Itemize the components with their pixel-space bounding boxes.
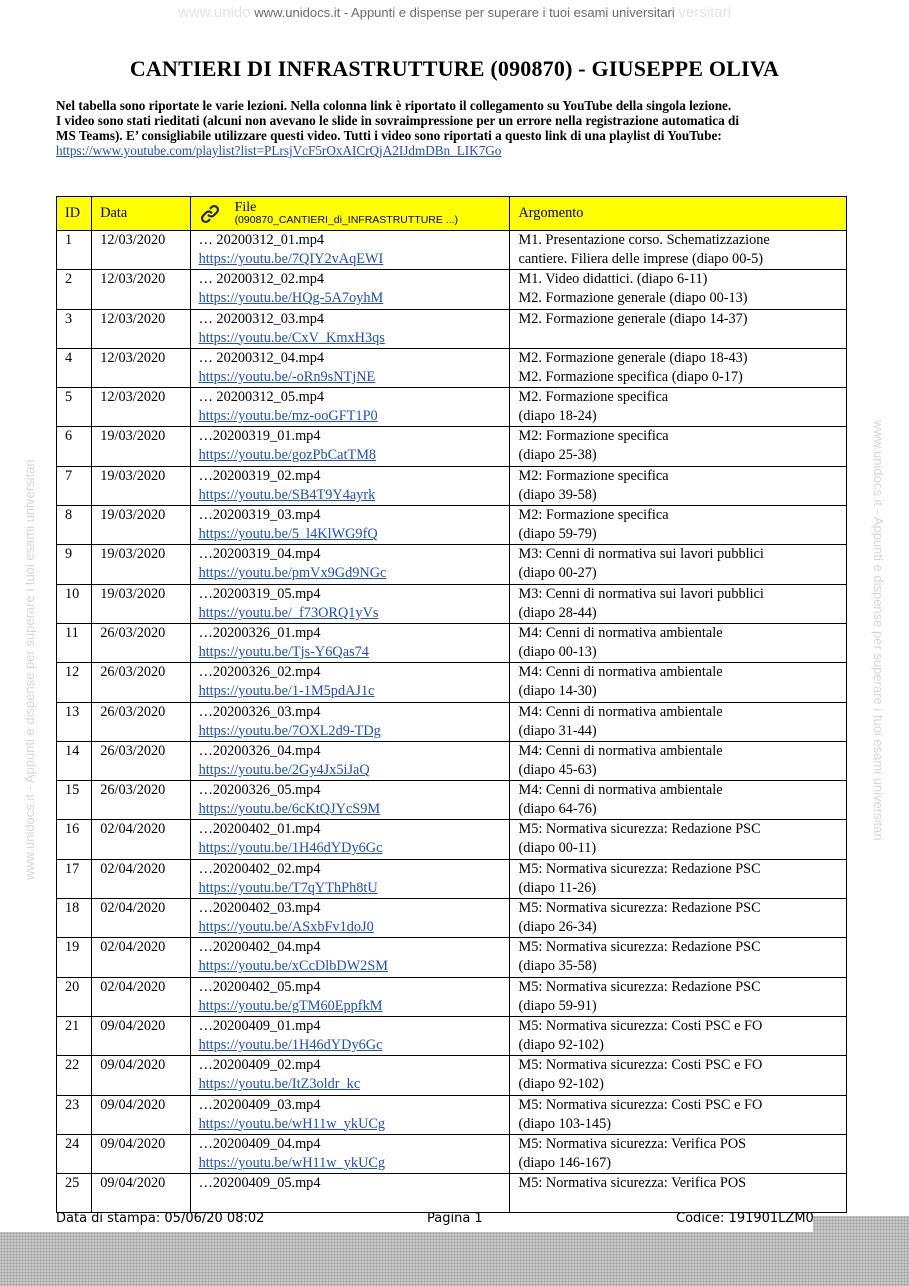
topic-line-2: (diapo 39-58) xyxy=(518,486,597,503)
table-row xyxy=(57,584,847,623)
footer-print-date: Data di stampa: 05/06/20 08:02 xyxy=(56,1211,265,1226)
cell-topic xyxy=(510,348,847,387)
topic-line-1: M2: Formazione specifica xyxy=(518,467,669,484)
table-body xyxy=(57,231,847,1213)
table-row xyxy=(57,270,847,309)
youtube-link[interactable]: https://youtu.be/6cKtQJYcS9M xyxy=(198,801,381,818)
topic-line-1: M2. Formazione specifica xyxy=(518,389,669,406)
cell-date: 19/03/2020 xyxy=(92,466,190,505)
youtube-link[interactable]: https://youtu.be/gTM60EppfkM xyxy=(198,997,383,1014)
file-name: …20200402_04.mp4 xyxy=(198,939,321,956)
intro-line-1: Nel tabella sono riportate le varie lezioni. Nella colonna link è riportato il collegamento su YouTube della singola lezione. xyxy=(56,98,732,113)
youtube-link[interactable]: https://youtu.be/2Gy4Jx5iJaQ xyxy=(198,761,370,778)
footer-page-number: Pagina 1 xyxy=(427,1211,483,1226)
topic-line-1: M5: Normativa sicurezza: Redazione PSC xyxy=(518,821,761,838)
topic-line-1: M5: Normativa sicurezza: Costi PSC e FO xyxy=(518,1096,763,1113)
topic-line-2: (diapo 00-13) xyxy=(518,643,597,660)
table-row xyxy=(57,348,847,387)
watermark-ghost-left: www.unido xyxy=(178,4,251,21)
youtube-link[interactable]: https://youtu.be/ASxbFv1doJ0 xyxy=(198,919,374,936)
cell-topic xyxy=(510,388,847,427)
table-row xyxy=(57,506,847,545)
youtube-link[interactable]: https://youtu.be/_f73ORQ1yVs xyxy=(198,604,379,621)
cell-file xyxy=(190,1134,510,1173)
cell-date: 26/03/2020 xyxy=(92,623,190,662)
cell-topic xyxy=(510,1174,847,1213)
cell-date: 19/03/2020 xyxy=(92,545,190,584)
youtube-link[interactable]: https://youtu.be/HQg-5A7oyhM xyxy=(198,290,384,307)
cell-date: 02/04/2020 xyxy=(92,899,190,938)
topic-line-1: M5: Normativa sicurezza: Redazione PSC xyxy=(518,860,761,877)
cell-file xyxy=(190,702,510,741)
cell-file xyxy=(190,899,510,938)
cell-file xyxy=(190,466,510,505)
cell-topic xyxy=(510,545,847,584)
cell-date: 19/03/2020 xyxy=(92,506,190,545)
file-name: …20200319_04.mp4 xyxy=(198,546,321,563)
topic-line-2: (diapo 59-91) xyxy=(518,997,597,1014)
cell-topic xyxy=(510,1095,847,1134)
cell-topic xyxy=(510,506,847,545)
cell-id: 10 xyxy=(57,584,92,623)
cell-file xyxy=(190,427,510,466)
scan-noise-band xyxy=(0,1232,909,1286)
playlist-link[interactable]: https://www.youtube.com/playlist?list=PLrsjVcF5rOxAICrQjA2IJdmDBn_LIK7Go xyxy=(56,143,502,158)
cell-topic xyxy=(510,781,847,820)
cell-topic xyxy=(510,231,847,270)
topic-line-2: (diapo 35-58) xyxy=(518,958,597,975)
cell-file xyxy=(190,388,510,427)
file-name: …20200409_01.mp4 xyxy=(198,1017,321,1034)
table-row xyxy=(57,977,847,1016)
cell-date: 26/03/2020 xyxy=(92,781,190,820)
file-name: …20200402_02.mp4 xyxy=(198,860,321,877)
topic-line-1: M1. Video didattici. (diapo 6-11) xyxy=(518,271,708,288)
cell-id: 15 xyxy=(57,781,92,820)
cell-date: 02/04/2020 xyxy=(92,977,190,1016)
youtube-link[interactable]: https://youtu.be/-oRn9sNTjNE xyxy=(198,368,376,385)
file-name: … 20200312_05.mp4 xyxy=(198,389,325,406)
topic-line-1: M3: Cenni di normativa sui lavori pubblici xyxy=(518,546,764,563)
topic-line-1: M5: Normativa sicurezza: Costi PSC e FO xyxy=(518,1017,763,1034)
table-row xyxy=(57,938,847,977)
topic-line-2: (diapo 103-145) xyxy=(518,1115,611,1132)
youtube-link[interactable]: https://youtu.be/xCcDlbDW2SM xyxy=(198,958,388,975)
cell-date: 02/04/2020 xyxy=(92,859,190,898)
cell-id: 22 xyxy=(57,1056,92,1095)
file-name: …20200326_05.mp4 xyxy=(198,782,321,799)
topic-line-2: (diapo 00-11) xyxy=(518,840,597,857)
youtube-link[interactable]: https://youtu.be/mz-ooGFT1P0 xyxy=(198,408,378,425)
cell-file xyxy=(190,584,510,623)
topic-line-1: M5: Normativa sicurezza: Redazione PSC xyxy=(518,978,761,995)
cell-file xyxy=(190,1016,510,1055)
intro-paragraph xyxy=(56,98,856,158)
table-row xyxy=(57,1095,847,1134)
cell-id: 5 xyxy=(57,388,92,427)
topic-line-2: (diapo 25-38) xyxy=(518,447,597,464)
cell-id: 3 xyxy=(57,309,92,348)
cell-id: 25 xyxy=(57,1174,92,1213)
cell-topic xyxy=(510,820,847,859)
topic-line-1: M5: Normativa sicurezza: Verifica POS xyxy=(518,1175,747,1192)
header-file-title: File xyxy=(234,199,257,215)
side-watermark-right: www.unidocs.it - Appunti e dispense per superare i tuoi esami universitari xyxy=(871,420,886,841)
youtube-link[interactable]: https://youtu.be/1-1M5pdAJ1c xyxy=(198,683,375,700)
table-row xyxy=(57,1174,847,1213)
cell-date: 26/03/2020 xyxy=(92,741,190,780)
file-name: …20200319_02.mp4 xyxy=(198,467,321,484)
cell-id: 12 xyxy=(57,663,92,702)
cell-date: 12/03/2020 xyxy=(92,231,190,270)
youtube-link[interactable]: https://youtu.be/gozPbCatTM8 xyxy=(198,447,377,464)
watermark-top-text: www.unidocs.it - Appunti e dispense per superare i tuoi esami universitari xyxy=(254,5,675,20)
topic-line-2: (diapo 18-24) xyxy=(518,408,597,425)
cell-id: 16 xyxy=(57,820,92,859)
table-row xyxy=(57,859,847,898)
scan-noise-corner xyxy=(813,1216,909,1232)
table-row xyxy=(57,1134,847,1173)
topic-line-2: (diapo 92-102) xyxy=(518,1076,604,1093)
cell-topic xyxy=(510,427,847,466)
youtube-link[interactable]: https://youtu.be/T7qYThPh8tU xyxy=(198,879,378,896)
topic-line-2: (diapo 59-79) xyxy=(518,526,597,543)
topic-line-2: M2. Formazione specifica (diapo 0-17) xyxy=(518,368,743,385)
cell-id: 18 xyxy=(57,899,92,938)
file-name: …20200409_03.mp4 xyxy=(198,1096,321,1113)
topic-line-2: cantiere. Filiera delle imprese (diapo 00-5) xyxy=(518,251,764,267)
cell-id: 20 xyxy=(57,977,92,1016)
cell-topic xyxy=(510,1016,847,1055)
cell-id: 23 xyxy=(57,1095,92,1134)
topic-line-2: (diapo 146-167) xyxy=(518,1154,611,1171)
youtube-link[interactable]: https://youtu.be/wH11w_ykUCg xyxy=(198,1115,386,1132)
table-row xyxy=(57,309,847,348)
table-row xyxy=(57,702,847,741)
file-name: …20200402_01.mp4 xyxy=(198,821,321,838)
cell-file xyxy=(190,663,510,702)
header-date: Data xyxy=(92,197,190,231)
youtube-link[interactable]: https://youtu.be/SB4T9Y4ayrk xyxy=(198,486,376,503)
topic-line-1: M4: Cenni di normativa ambientale xyxy=(518,664,723,681)
cell-date: 12/03/2020 xyxy=(92,270,190,309)
youtube-link[interactable]: https://youtu.be/1H46dYDy6Gc xyxy=(198,840,383,857)
lessons-table xyxy=(56,196,847,1213)
topic-line-2: (diapo 31-44) xyxy=(518,722,597,739)
table-row xyxy=(57,1056,847,1095)
file-name: …20200409_05.mp4 xyxy=(198,1175,321,1192)
cell-id: 21 xyxy=(57,1016,92,1055)
topic-line-2: (diapo 11-26) xyxy=(518,879,597,896)
cell-id: 2 xyxy=(57,270,92,309)
cell-topic xyxy=(510,466,847,505)
cell-date: 12/03/2020 xyxy=(92,388,190,427)
cell-topic xyxy=(510,899,847,938)
topic-line-1: M5: Normativa sicurezza: Verifica POS xyxy=(518,1135,747,1152)
cell-date: 26/03/2020 xyxy=(92,663,190,702)
cell-date: 19/03/2020 xyxy=(92,427,190,466)
file-name: …20200319_05.mp4 xyxy=(198,585,321,602)
watermark-ghost-right: versitari xyxy=(678,4,731,21)
top-watermark xyxy=(0,4,909,21)
youtube-link[interactable]: https://youtu.be/wH11w_ykUCg xyxy=(198,1154,386,1171)
header-file-subtitle: (090870_CANTIERI_di_INFRASTRUTTURE ...) xyxy=(234,213,459,226)
cell-topic xyxy=(510,741,847,780)
cell-topic xyxy=(510,702,847,741)
cell-file xyxy=(190,348,510,387)
cell-date: 02/04/2020 xyxy=(92,820,190,859)
table-row xyxy=(57,663,847,702)
cell-file xyxy=(190,309,510,348)
youtube-link[interactable]: https://youtu.be/5_l4KlWG9fQ xyxy=(198,526,378,543)
cell-id: 9 xyxy=(57,545,92,584)
table-row xyxy=(57,231,847,270)
cell-file xyxy=(190,623,510,662)
cell-id: 13 xyxy=(57,702,92,741)
cell-id: 6 xyxy=(57,427,92,466)
link-icon xyxy=(199,203,221,225)
topic-line-2: M2. Formazione generale (diapo 00-13) xyxy=(518,290,748,307)
topic-line-1: M4: Cenni di normativa ambientale xyxy=(518,782,723,799)
table-row xyxy=(57,820,847,859)
cell-file xyxy=(190,820,510,859)
topic-line-1: M2: Formazione specifica xyxy=(518,507,669,524)
youtube-link[interactable]: https://youtu.be/Tjs-Y6Qas74 xyxy=(198,643,369,660)
table-row xyxy=(57,781,847,820)
cell-date: 26/03/2020 xyxy=(92,702,190,741)
cell-topic xyxy=(510,309,847,348)
cell-date: 19/03/2020 xyxy=(92,584,190,623)
cell-date: 09/04/2020 xyxy=(92,1134,190,1173)
cell-file xyxy=(190,1095,510,1134)
topic-line-2: (diapo 00-27) xyxy=(518,565,597,582)
intro-line-3: MS Teams). E’ consigliabile utilizzare questi video. Tutti i video sono riportati a questo link di una playlist di YouTube: xyxy=(56,128,722,143)
cell-file xyxy=(190,545,510,584)
file-name: …20200402_03.mp4 xyxy=(198,900,321,917)
cell-date: 02/04/2020 xyxy=(92,938,190,977)
table-row xyxy=(57,899,847,938)
cell-date: 12/03/2020 xyxy=(92,309,190,348)
topic-line-1: M2. Formazione generale (diapo 18-43) xyxy=(518,349,748,366)
file-name: …20200409_02.mp4 xyxy=(198,1057,321,1074)
table-header-row xyxy=(57,197,847,231)
cell-file xyxy=(190,781,510,820)
topic-line-1: M4: Cenni di normativa ambientale xyxy=(518,703,723,720)
header-file xyxy=(190,197,510,231)
header-topic: Argomento xyxy=(510,197,847,231)
cell-id: 24 xyxy=(57,1134,92,1173)
topic-line-2: (diapo 28-44) xyxy=(518,604,597,621)
topic-line-1: M2: Formazione specifica xyxy=(518,428,669,445)
file-name: …20200326_04.mp4 xyxy=(198,742,321,759)
youtube-link[interactable]: https://youtu.be/ItZ3oldr_kc xyxy=(198,1076,361,1093)
intro-line-2: I video sono stati rieditati (alcuni non avevano le slide in sovraimpressione per un errore nella registrazione automatica di xyxy=(56,113,740,128)
cell-file xyxy=(190,1174,510,1213)
table-row xyxy=(57,1016,847,1055)
file-name: …20200402_05.mp4 xyxy=(198,978,321,995)
cell-topic xyxy=(510,584,847,623)
file-name: …20200326_02.mp4 xyxy=(198,664,321,681)
cell-topic xyxy=(510,270,847,309)
document-title: CANTIERI DI INFRASTRUTTURE (090870) - GIUSEPPE OLIVA xyxy=(129,56,780,81)
topic-line-1: M5: Normativa sicurezza: Costi PSC e FO xyxy=(518,1057,763,1074)
topic-line-2: (diapo 26-34) xyxy=(518,919,597,936)
file-name: …20200409_04.mp4 xyxy=(198,1135,321,1152)
footer-code: Codice: 191901LZM0 xyxy=(676,1211,814,1226)
file-name: … 20200312_02.mp4 xyxy=(198,271,325,288)
cell-id: 4 xyxy=(57,348,92,387)
cell-file xyxy=(190,270,510,309)
topic-line-2: (diapo 45-63) xyxy=(518,761,597,778)
topic-line-2: (diapo 14-30) xyxy=(518,683,597,700)
cell-date: 09/04/2020 xyxy=(92,1095,190,1134)
side-watermark-left: www.unidocs.it - Appunti e dispense per superare i tuoi esami universitari xyxy=(22,459,37,880)
cell-topic xyxy=(510,977,847,1016)
table-row xyxy=(57,545,847,584)
cell-id: 11 xyxy=(57,623,92,662)
topic-line-1: M1. Presentazione corso. Schematizzazione xyxy=(518,232,770,248)
cell-file xyxy=(190,977,510,1016)
topic-line-2: (diapo 64-76) xyxy=(518,801,597,818)
topic-line-1: M5: Normativa sicurezza: Redazione PSC xyxy=(518,939,761,956)
file-name: … 20200312_04.mp4 xyxy=(198,349,325,366)
topic-line-2: (diapo 92-102) xyxy=(518,1036,604,1053)
file-name: … 20200312_03.mp4 xyxy=(198,310,325,327)
header-id: ID xyxy=(57,197,92,231)
cell-id: 8 xyxy=(57,506,92,545)
file-name: … 20200312_01.mp4 xyxy=(198,232,325,248)
table-row xyxy=(57,427,847,466)
file-name: …20200319_03.mp4 xyxy=(198,507,321,524)
cell-id: 19 xyxy=(57,938,92,977)
cell-date: 12/03/2020 xyxy=(92,348,190,387)
file-name: …20200326_03.mp4 xyxy=(198,703,321,720)
cell-file xyxy=(190,938,510,977)
cell-date: 09/04/2020 xyxy=(92,1174,190,1213)
cell-file xyxy=(190,859,510,898)
cell-topic xyxy=(510,623,847,662)
cell-date: 09/04/2020 xyxy=(92,1056,190,1095)
topic-line-1: M2. Formazione generale (diapo 14-37) xyxy=(518,310,748,327)
youtube-link[interactable]: https://youtu.be/1H46dYDy6Gc xyxy=(198,1036,383,1053)
table-row xyxy=(57,466,847,505)
youtube-link[interactable]: https://youtu.be/pmVx9Gd9NGc xyxy=(198,565,387,582)
youtube-link[interactable]: https://youtu.be/7OXL2d9-TDg xyxy=(198,722,381,739)
cell-topic xyxy=(510,1056,847,1095)
youtube-link[interactable]: https://youtu.be/CxV_KmxH3qs xyxy=(198,329,385,346)
cell-file xyxy=(190,741,510,780)
file-name: …20200319_01.mp4 xyxy=(198,428,321,445)
table-row xyxy=(57,388,847,427)
table-row xyxy=(57,741,847,780)
topic-line-1: M5: Normativa sicurezza: Redazione PSC xyxy=(518,900,761,917)
cell-topic xyxy=(510,1134,847,1173)
table-row xyxy=(57,623,847,662)
cell-file xyxy=(190,231,510,270)
cell-file xyxy=(190,1056,510,1095)
topic-line-1: M4: Cenni di normativa ambientale xyxy=(518,742,723,759)
cell-id: 7 xyxy=(57,466,92,505)
topic-line-1: M3: Cenni di normativa sui lavori pubblici xyxy=(518,585,764,602)
cell-topic xyxy=(510,938,847,977)
cell-id: 14 xyxy=(57,741,92,780)
cell-topic xyxy=(510,859,847,898)
cell-id: 1 xyxy=(57,231,92,270)
cell-date: 09/04/2020 xyxy=(92,1016,190,1055)
file-name: …20200326_01.mp4 xyxy=(198,624,321,641)
cell-id: 17 xyxy=(57,859,92,898)
cell-topic xyxy=(510,663,847,702)
youtube-link[interactable]: https://youtu.be/7QIY2vAqEWI xyxy=(198,251,384,267)
topic-line-1: M4: Cenni di normativa ambientale xyxy=(518,624,723,641)
cell-file xyxy=(190,506,510,545)
